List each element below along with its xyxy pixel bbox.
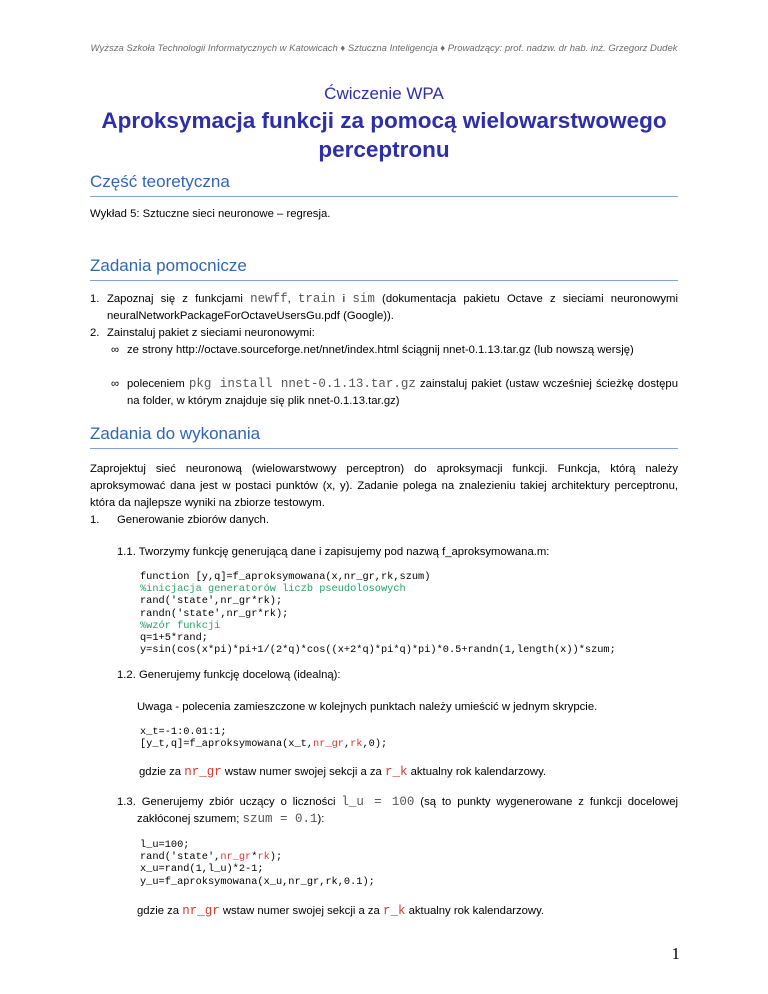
subtask-1-3 bbox=[117, 794, 678, 828]
list-number: 2. bbox=[90, 327, 100, 339]
list-number: 1. bbox=[90, 514, 100, 526]
text: zainstaluj pakiet (ustaw wcześniej ścieżkę dostępu na folder, w którym znajduje się plik nnet-0.1.13.tar.gz) bbox=[127, 378, 678, 407]
text: poleceniem bbox=[127, 378, 189, 390]
heading-underline bbox=[90, 196, 678, 197]
subtask-1-1: 1.1. Tworzymy funkcję generującą dane i zapisujemy pod nazwą f_aproksymowana.m: bbox=[117, 546, 550, 558]
text: gdzie za bbox=[137, 905, 183, 917]
code-placeholder: nr_gr bbox=[220, 851, 252, 864]
placeholder: r_k bbox=[384, 765, 408, 779]
text: ze strony http://octave.sourceforge.net/nnet/index.html ściągnij nnet-0.1.13.tar.gz (lub nowszą wersję) bbox=[127, 344, 634, 356]
code-line: function [y,q]=f_aproksymowana(x,nr_gr,rk,szum) bbox=[140, 571, 431, 583]
code-placeholder: rk bbox=[257, 851, 270, 864]
function-name: train bbox=[297, 292, 336, 306]
command: pkg install nnet-0.1.13.tar.gz bbox=[188, 377, 416, 391]
code-line: l_u=100; bbox=[140, 839, 190, 851]
code-block-function bbox=[140, 571, 700, 656]
code-token: [y_t,q]=f_aproksymowana(x_t, bbox=[140, 738, 314, 751]
tasks-intro: Zaprojektuj sieć neuronową (wielowarstwowy perceptron) do aproksymacji funkcji. Funkcja, którą należy aproksymować dana jest w postaci punktów (x, y). Zadanie polega na znalezieniu takiej architektury perceptronu, która da najlepsze wyniki na zbiorze testowym. bbox=[90, 463, 678, 509]
code-token: * bbox=[251, 851, 258, 864]
code-line: q=1+5*rand; bbox=[140, 632, 208, 645]
code-placeholder: nr_gr bbox=[313, 738, 344, 751]
where-note-2 bbox=[137, 903, 678, 920]
code-line: rand('state',nr_gr*rk); bbox=[140, 595, 283, 608]
text: (są to punkty wygenerowane z funkcji docelowej zakłóconej szumem; bbox=[137, 796, 678, 825]
task-item-1 bbox=[90, 512, 678, 529]
subtask-1-2: 1.2. Generujemy funkcję docelową (idealną): bbox=[117, 669, 341, 681]
heading-tasks: Zadania do wykonania bbox=[90, 424, 261, 443]
aux-item-1 bbox=[90, 291, 678, 325]
heading-underline bbox=[90, 448, 678, 449]
text: wstaw numer swojej sekcji a za bbox=[221, 766, 385, 778]
text: Zapoznaj się z funkcjami bbox=[107, 293, 251, 305]
theory-text: Wykład 5: Sztuczne sieci neuronowe – regresja. bbox=[90, 208, 331, 220]
text: aktualny rok kalendarzowy. bbox=[407, 766, 547, 778]
page-header: Wyższa Szkoła Technologii Informatycznych w Katowicach ♦ Sztuczna Inteligencja ♦ Prowadzący: prof. nadzw. dr hab. inż. Grzegorz Dudek bbox=[90, 43, 678, 54]
function-name: sim bbox=[352, 292, 375, 306]
note-text: Uwaga - polecenia zamieszczone w kolejnych punktach należy umieścić w jednym skrypcie. bbox=[137, 701, 598, 713]
bullet-icon: ∞ bbox=[111, 378, 120, 390]
code-token: , bbox=[343, 738, 351, 751]
code-line: x_t=-1:0.01:1; bbox=[140, 726, 227, 738]
function-name: newff bbox=[250, 292, 288, 306]
placeholder: nr_gr bbox=[184, 765, 222, 779]
text: , bbox=[287, 293, 298, 305]
code-comment: %inicjacja generatorów liczb pseudolosowych bbox=[140, 583, 406, 596]
aux-bullet-2 bbox=[111, 376, 678, 410]
code-line: y_u=f_aproksymowana(x_u,nr_gr,rk,0.1); bbox=[140, 875, 375, 888]
text: 1.3. Generujemy zbiór uczący o liczności bbox=[117, 796, 342, 808]
code-comment: %wzór funkcji bbox=[140, 619, 221, 632]
heading-underline bbox=[90, 280, 678, 281]
code-line: x_u=rand(1,l_u)*2-1; bbox=[140, 863, 264, 876]
text: wstaw numer swojej sekcji a za bbox=[219, 905, 383, 917]
where-note-1 bbox=[139, 764, 678, 781]
code-token: ,0); bbox=[362, 738, 388, 751]
code-line: randn('state',nr_gr*rk); bbox=[140, 607, 289, 620]
text: aktualny rok kalendarzowy. bbox=[405, 905, 545, 917]
list-number: 1. bbox=[90, 293, 100, 305]
code-line: y=sin(cos(x*pi)*pi+1/(2*q)*cos((x+2*q)*pi*q)*pi)*0.5+randn(1,length(x))*szum; bbox=[140, 644, 616, 657]
code-line bbox=[140, 851, 700, 863]
page-number: 1 bbox=[671, 944, 680, 963]
code-inline: szum = 0.1 bbox=[242, 812, 318, 826]
text: Generowanie zbiorów danych. bbox=[117, 514, 269, 526]
code-block-training-set bbox=[140, 839, 700, 888]
text: Zainstaluj pakiet z sieciami neuronowymi: bbox=[107, 327, 315, 339]
bullet-icon: ∞ bbox=[111, 344, 120, 356]
aux-item-2 bbox=[90, 325, 678, 342]
text: gdzie za bbox=[139, 766, 185, 778]
placeholder: r_k bbox=[382, 904, 406, 918]
exercise-subtitle: Ćwiczenie WPA bbox=[324, 84, 444, 103]
code-token: ); bbox=[269, 851, 283, 864]
document-title: Aproksymacja funkcji za pomocą wielowarstwowego perceptronu bbox=[101, 108, 667, 162]
heading-theory: Część teoretyczna bbox=[90, 172, 230, 191]
aux-bullet-1 bbox=[111, 342, 678, 359]
text: i bbox=[335, 293, 353, 305]
code-placeholder: rk bbox=[350, 738, 363, 751]
text: (dokumentacja pakietu Octave z sieciami neuronowymi neuralNetworkPackageForOctaveUsersGu.pdf (Google)). bbox=[107, 293, 678, 322]
text: ): bbox=[317, 813, 325, 825]
placeholder: nr_gr bbox=[182, 904, 220, 918]
heading-aux-tasks: Zadania pomocnicze bbox=[90, 256, 247, 275]
code-inline: l_u = 100 bbox=[341, 795, 415, 809]
code-token: rand('state', bbox=[140, 851, 221, 864]
code-line bbox=[140, 738, 700, 750]
code-block-target bbox=[140, 726, 700, 750]
